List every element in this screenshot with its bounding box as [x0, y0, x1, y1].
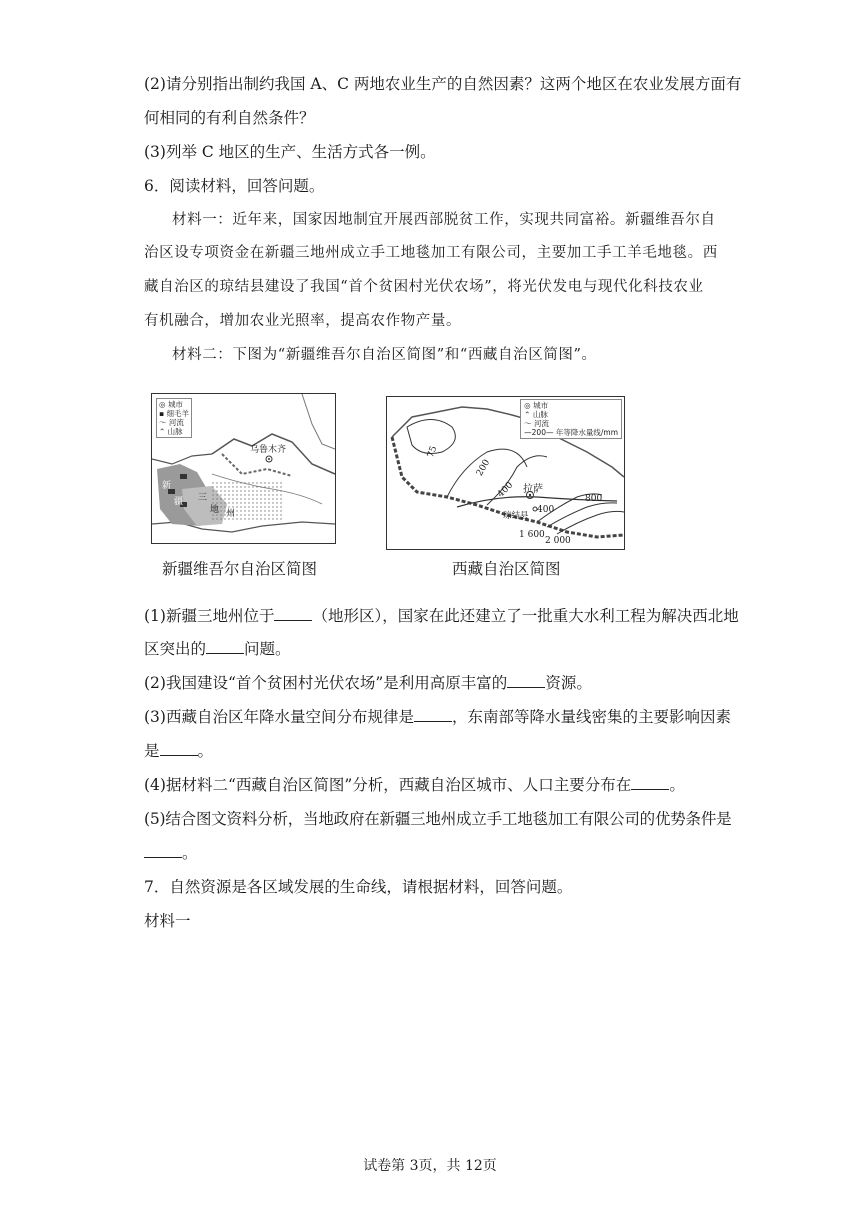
isohyet-label-800: 800	[585, 494, 603, 504]
legend-river: 〜 河流	[159, 418, 184, 427]
q7-title: 7．自然资源是各区域发展的生命线，请根据材料，回答问题。	[144, 878, 573, 896]
region-label-san: 三	[198, 493, 208, 503]
page-footer: 试卷第 3页，共 12页	[363, 1158, 497, 1174]
legend-city: ◎ 城市	[159, 400, 183, 409]
lhasa-label: 拉萨	[523, 484, 543, 495]
q6-title: 6．阅读材料，回答问题。	[144, 177, 325, 195]
legend-mountain: ⌃ 山脉	[159, 427, 183, 436]
isohyet-label-400-b: 400	[537, 505, 555, 515]
q6-material1-line2: 治区设专项资金在新疆三地州成立手工地毯加工有限公司，主要加工手工羊毛地毯。西	[144, 245, 718, 261]
answer-blank[interactable]	[507, 673, 545, 688]
q6-sub2: (2)我国建设“首个贫困村光伏农场”是利用高原丰富的 资源。	[144, 674, 592, 692]
q6-material2: 材料二：下图为“新疆维吾尔自治区简图”和“西藏自治区简图”。	[172, 347, 597, 363]
xinjiang-map	[151, 393, 336, 544]
isohyet-label-400-a: 400	[495, 480, 516, 500]
q6-sub5-line1: (5)结合图文资料分析，当地政府在新疆三地州成立手工地毯加工有限公司的优势条件是	[144, 810, 732, 828]
q6-sub5-line2: 。	[144, 842, 198, 864]
q6-material1-line1: 材料一：近年来，国家因地制宜开展西部脱贫工作，实现共同富裕。新疆维吾尔自	[172, 212, 716, 228]
region-label-di: 地	[210, 505, 220, 515]
tibet-map-caption: 西藏自治区简图	[452, 560, 561, 578]
legend-sheep: ▪ 细毛羊	[159, 409, 189, 418]
q6-material1-line3: 藏自治区的琼结县建设了我国“首个贫困村光伏农场”，将光伏发电与现代化科技农业	[144, 279, 704, 295]
answer-blank[interactable]	[144, 843, 182, 858]
xinjiang-map-caption: 新疆维吾尔自治区简图	[162, 560, 318, 578]
q5-sub3: (3)列举 C 地区的生产、生活方式各一例。	[144, 143, 436, 161]
q7-material1: 材料一	[144, 912, 191, 930]
q6-sub3-line2: 是 。	[144, 742, 214, 760]
region-label-jiang: 疆	[174, 497, 184, 507]
q6-material1-line4: 有机融合，增加农业光照率，提高农作物产量。	[144, 313, 462, 329]
answer-blank[interactable]	[631, 775, 669, 790]
tibet-legend	[520, 399, 622, 439]
q6-sub4: (4)据材料二“西藏自治区简图”分析，西藏自治区城市、人口主要分布在 。	[144, 776, 685, 794]
answer-blank[interactable]	[160, 741, 198, 756]
qiongjie-label: 琼结县	[503, 511, 529, 521]
legend-city: ◎ 城市	[524, 401, 549, 410]
answer-blank[interactable]	[274, 606, 312, 621]
region-label-zhou: 州	[226, 509, 236, 519]
q5-sub2-line1: (2)请分别指出制约我国 A、C 两地农业生产的自然因素？这两个地区在农业发展方面有	[144, 75, 742, 93]
legend-river: 〜 河流	[524, 419, 550, 428]
xinjiang-legend	[156, 398, 192, 438]
urumqi-label: 乌鲁木齐	[250, 445, 287, 455]
answer-blank[interactable]	[206, 639, 244, 654]
q5-sub2-line2: 何相同的有利自然条件？	[144, 109, 315, 127]
isohyet-label-1600: 1 600	[519, 530, 545, 540]
q6-sub1-line2: 区突出的 问题。	[144, 640, 291, 658]
legend-mountain: ⌃ 山脉	[524, 410, 548, 419]
legend-isohyet: —200— 年等降水量线/mm	[524, 428, 618, 437]
q6-sub1-line1: (1)新疆三地州位于 （地形区），国家在此还建立了一批重大水利工程为解决西北地	[144, 607, 739, 625]
isohyet-label-75: 75	[426, 444, 440, 460]
isohyet-label-200: 200	[474, 458, 493, 478]
region-label-xin: 新	[162, 481, 172, 491]
isohyet-label-2000: 2 000	[545, 536, 571, 546]
answer-blank[interactable]	[414, 707, 452, 722]
q6-sub3-line1: (3)西藏自治区年降水量空间分布规律是 ，东南部等降水量线密集的主要影响因素	[144, 708, 731, 726]
tibet-map	[386, 396, 625, 550]
